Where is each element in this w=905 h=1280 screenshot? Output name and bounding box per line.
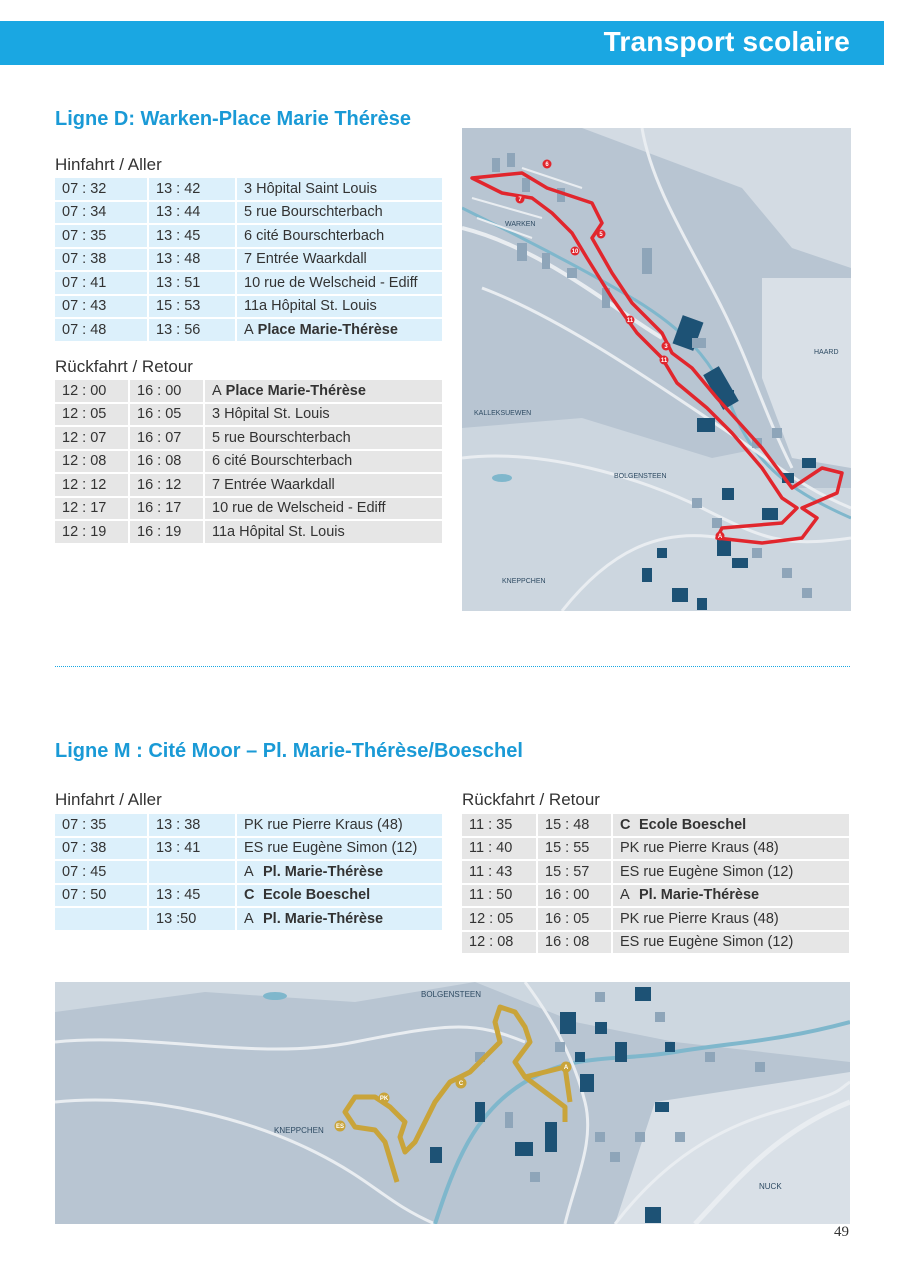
map-stop-a: A bbox=[717, 534, 723, 540]
stop-name bbox=[237, 225, 442, 247]
line-d-return-title: Rückfahrt / Retour bbox=[55, 357, 193, 376]
table-row bbox=[462, 908, 849, 930]
stop-name bbox=[237, 296, 442, 318]
map-label-bolgensteen: BOLGENSTEEN bbox=[421, 990, 482, 999]
departure-time: 11 : 40 bbox=[462, 838, 538, 860]
departure-time: 16 : 05 bbox=[538, 908, 613, 930]
stop-label: 11a Hôpital St. Louis bbox=[244, 298, 377, 315]
line-m-return-title: Rückfahrt / Retour bbox=[462, 790, 600, 809]
stop-label: PK rue Pierre Kraus (48) bbox=[244, 816, 403, 833]
map-stop-3: 3 bbox=[664, 344, 668, 350]
stop-code: A bbox=[244, 321, 254, 338]
map-label-haard: HAARD bbox=[814, 349, 839, 356]
stop-name bbox=[205, 404, 442, 426]
table-row bbox=[462, 861, 849, 883]
stop-code: C bbox=[244, 887, 255, 904]
stop-label: Place Marie-Thérèse bbox=[225, 382, 366, 399]
table-row bbox=[55, 296, 442, 318]
stop-label: Place Marie-Thérèse bbox=[257, 321, 398, 338]
stop-label: 5 rue Bourschterbach bbox=[244, 204, 383, 221]
departure-time: 15 : 55 bbox=[538, 838, 613, 860]
stop-label: 3 Hôpital St. Louis bbox=[212, 406, 330, 423]
stop-label: 5 rue Bourschterbach bbox=[212, 429, 351, 446]
departure-time: 12 : 07 bbox=[55, 427, 130, 449]
departure-time: 07 : 38 bbox=[55, 838, 149, 860]
departure-time: 15 : 57 bbox=[538, 861, 613, 883]
table-row bbox=[55, 908, 442, 930]
page-title: Transport scolaire bbox=[603, 26, 850, 57]
header-bar bbox=[0, 21, 884, 65]
line-d-outbound-table bbox=[55, 176, 442, 343]
departure-time: 07 : 32 bbox=[55, 178, 149, 200]
map-label-bolgensteen: BOLGENSTEEN bbox=[614, 473, 667, 480]
departure-time: 13 : 45 bbox=[149, 225, 237, 247]
map-stop-pk: PK bbox=[379, 1096, 389, 1102]
stop-name bbox=[237, 249, 442, 271]
stop-label: PK rue Pierre Kraus (48) bbox=[620, 910, 779, 927]
stop-label: 10 rue de Welscheid - Ediff bbox=[244, 274, 418, 291]
stop-name bbox=[237, 814, 442, 836]
departure-time: 13 : 48 bbox=[149, 249, 237, 271]
table-row bbox=[55, 404, 442, 426]
stop-name bbox=[237, 885, 442, 907]
departure-time: 13 : 38 bbox=[149, 814, 237, 836]
stop-label: Pl. Marie-Thérèse bbox=[639, 887, 760, 904]
section-divider bbox=[55, 666, 850, 667]
departure-time: 13 : 42 bbox=[149, 178, 237, 200]
departure-time bbox=[55, 908, 149, 930]
departure-time: 07 : 35 bbox=[55, 225, 149, 247]
page-number: 49 bbox=[834, 1224, 849, 1240]
stop-name bbox=[237, 272, 442, 294]
departure-time: 16 : 19 bbox=[130, 521, 205, 543]
departure-time: 16 : 00 bbox=[538, 885, 613, 907]
map-label-kalleksuewen: KALLEKSUEWEN bbox=[474, 410, 532, 417]
map-label-kneppchen: KNEPPCHEN bbox=[502, 578, 546, 585]
departure-time: 13 : 56 bbox=[149, 319, 237, 341]
departure-time: 13 : 44 bbox=[149, 202, 237, 224]
departure-time: 16 : 12 bbox=[130, 474, 205, 496]
departure-time: 15 : 53 bbox=[149, 296, 237, 318]
stop-name bbox=[237, 908, 442, 930]
stop-name bbox=[205, 521, 442, 543]
map-stop-a: A bbox=[563, 1065, 569, 1071]
table-row bbox=[462, 838, 849, 860]
departure-time: 16 : 17 bbox=[130, 498, 205, 520]
stop-label: 7 Entrée Waarkdall bbox=[212, 476, 335, 493]
stop-name bbox=[613, 861, 849, 883]
line-d-map bbox=[462, 128, 851, 611]
map-stop-7: 7 bbox=[518, 197, 522, 203]
table-row bbox=[55, 202, 442, 224]
stop-code: C bbox=[620, 816, 631, 833]
table-row bbox=[55, 885, 442, 907]
stop-label: ES rue Eugène Simon (12) bbox=[620, 863, 794, 880]
table-row bbox=[55, 814, 442, 836]
table-row bbox=[55, 272, 442, 294]
departure-time: 07 : 48 bbox=[55, 319, 149, 341]
stop-label: Pl. Marie-Thérèse bbox=[263, 910, 384, 927]
table-row bbox=[55, 451, 442, 473]
map-stop-10: 10 bbox=[571, 249, 579, 255]
departure-time: 07 : 41 bbox=[55, 272, 149, 294]
departure-time: 07 : 50 bbox=[55, 885, 149, 907]
stop-label: 6 cité Bourschterbach bbox=[212, 453, 353, 470]
stop-name bbox=[205, 498, 442, 520]
table-row bbox=[462, 932, 849, 954]
stop-label: 10 rue de Welscheid - Ediff bbox=[212, 500, 386, 517]
table-row bbox=[55, 178, 442, 200]
stop-label: 3 Hôpital Saint Louis bbox=[244, 180, 377, 197]
stop-name bbox=[205, 474, 442, 496]
line-d-outbound-title: Hinfahrt / Aller bbox=[55, 155, 162, 174]
stop-name bbox=[205, 451, 442, 473]
stop-code: A bbox=[620, 887, 630, 904]
map-label-nuck: NUCK bbox=[759, 1182, 782, 1191]
departure-time: 12 : 08 bbox=[462, 932, 538, 954]
departure-time: 07 : 34 bbox=[55, 202, 149, 224]
departure-time: 07 : 35 bbox=[55, 814, 149, 836]
line-d-title: Ligne D: Warken-Place Marie Thérèse bbox=[55, 108, 412, 130]
table-row bbox=[462, 814, 849, 836]
departure-time: 15 : 48 bbox=[538, 814, 613, 836]
table-row bbox=[55, 427, 442, 449]
map-stop-5: 5 bbox=[599, 232, 603, 238]
map-stop-es: ES bbox=[335, 1124, 345, 1130]
stop-name bbox=[237, 202, 442, 224]
table-row bbox=[55, 498, 442, 520]
departure-time: 12 : 19 bbox=[55, 521, 130, 543]
stop-label: ES rue Eugène Simon (12) bbox=[620, 934, 794, 951]
stop-label: 6 cité Bourschterbach bbox=[244, 227, 385, 244]
stop-name bbox=[613, 838, 849, 860]
map-label-kneppchen: KNEPPCHEN bbox=[274, 1126, 324, 1135]
departure-time: 07 : 38 bbox=[55, 249, 149, 271]
stop-label: 7 Entrée Waarkdall bbox=[244, 251, 367, 268]
stop-name bbox=[205, 380, 442, 402]
stop-name bbox=[237, 861, 442, 883]
departure-time bbox=[149, 861, 237, 883]
line-m-title: Ligne M : Cité Moor – Pl. Marie-Thérèse/Boeschel bbox=[55, 740, 523, 762]
table-row bbox=[55, 225, 442, 247]
line-m-return-table bbox=[462, 812, 849, 955]
stop-label: Ecole Boeschel bbox=[263, 887, 371, 904]
departure-time: 07 : 45 bbox=[55, 861, 149, 883]
departure-time: 16 : 07 bbox=[130, 427, 205, 449]
stop-name bbox=[237, 838, 442, 860]
table-row bbox=[55, 861, 442, 883]
departure-time: 12 : 12 bbox=[55, 474, 130, 496]
line-m-outbound-title: Hinfahrt / Aller bbox=[55, 790, 162, 809]
line-m-map bbox=[55, 982, 850, 1224]
table-row bbox=[55, 249, 442, 271]
stop-name bbox=[613, 885, 849, 907]
line-d-return-table bbox=[55, 378, 442, 545]
departure-time: 12 : 08 bbox=[55, 451, 130, 473]
stop-code: A bbox=[244, 910, 254, 927]
map-stop-c: C bbox=[458, 1081, 464, 1087]
table-row bbox=[462, 885, 849, 907]
stop-label: Pl. Marie-Thérèse bbox=[263, 863, 384, 880]
departure-time: 16 : 00 bbox=[130, 380, 205, 402]
departure-time: 13 :50 bbox=[149, 908, 237, 930]
table-row bbox=[55, 474, 442, 496]
departure-time: 11 : 50 bbox=[462, 885, 538, 907]
table-row bbox=[55, 380, 442, 402]
stop-name bbox=[237, 319, 442, 341]
stop-name bbox=[613, 814, 849, 836]
map-stop-6: 6 bbox=[545, 162, 549, 168]
departure-time: 12 : 17 bbox=[55, 498, 130, 520]
stop-name bbox=[205, 427, 442, 449]
stop-name bbox=[613, 908, 849, 930]
stop-label: 11a Hôpital St. Louis bbox=[212, 523, 345, 540]
stop-code: A bbox=[244, 863, 254, 880]
stop-label: PK rue Pierre Kraus (48) bbox=[620, 840, 779, 857]
map-label-warken: WARKEN bbox=[505, 221, 536, 228]
map-stop-11: 11 bbox=[626, 318, 634, 324]
table-row bbox=[55, 838, 442, 860]
stop-name bbox=[237, 178, 442, 200]
stop-name bbox=[613, 932, 849, 954]
stop-label: ES rue Eugène Simon (12) bbox=[244, 840, 418, 857]
table-row bbox=[55, 319, 442, 341]
departure-time: 11 : 35 bbox=[462, 814, 538, 836]
departure-time: 12 : 00 bbox=[55, 380, 130, 402]
departure-time: 13 : 51 bbox=[149, 272, 237, 294]
stop-code: A bbox=[212, 382, 222, 399]
departure-time: 12 : 05 bbox=[462, 908, 538, 930]
departure-time: 13 : 45 bbox=[149, 885, 237, 907]
departure-time: 13 : 41 bbox=[149, 838, 237, 860]
departure-time: 11 : 43 bbox=[462, 861, 538, 883]
departure-time: 16 : 05 bbox=[130, 404, 205, 426]
map-stop-11a: 11 bbox=[660, 358, 668, 364]
line-m-outbound-table bbox=[55, 812, 442, 932]
stop-label: Ecole Boeschel bbox=[639, 816, 747, 833]
departure-time: 07 : 43 bbox=[55, 296, 149, 318]
departure-time: 12 : 05 bbox=[55, 404, 130, 426]
departure-time: 16 : 08 bbox=[538, 932, 613, 954]
table-row bbox=[55, 521, 442, 543]
departure-time: 16 : 08 bbox=[130, 451, 205, 473]
